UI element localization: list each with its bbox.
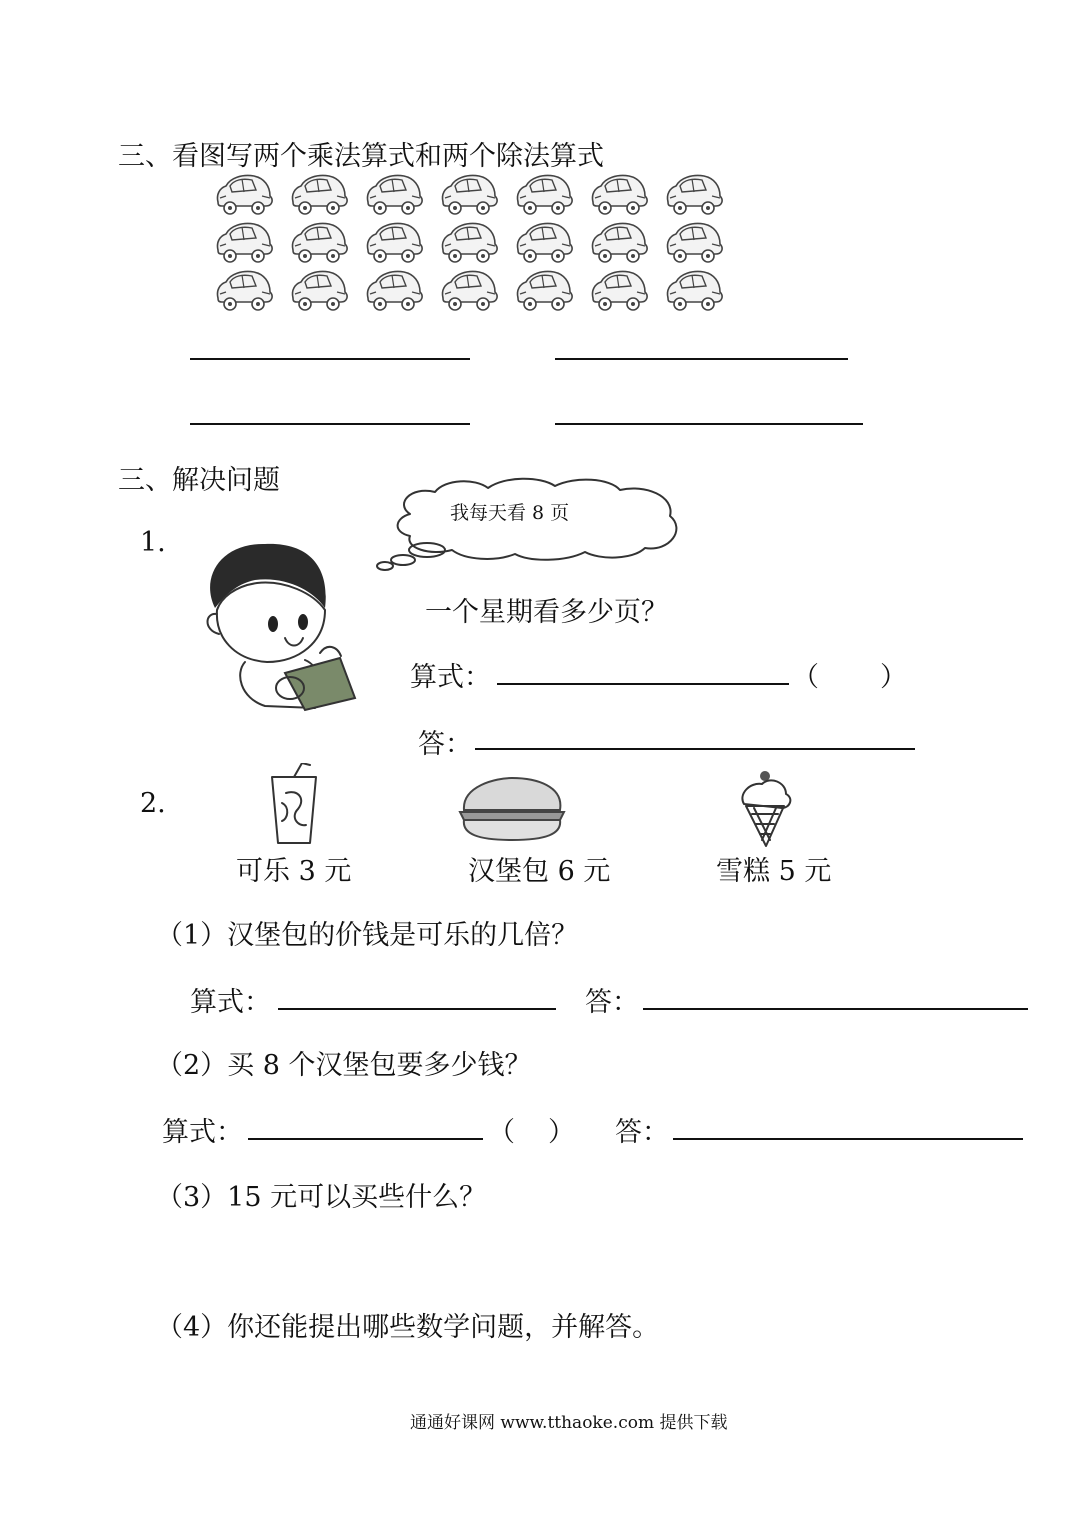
car-icon bbox=[362, 172, 426, 218]
car-icon bbox=[512, 268, 576, 314]
item-label-ice-cream: 雪糕 5 元 bbox=[716, 856, 832, 887]
hamburger-icon bbox=[456, 776, 568, 842]
section-title-multiplication: 三、看图写两个乘法算式和两个除法算式 bbox=[118, 141, 604, 172]
answer-line-4[interactable] bbox=[555, 423, 863, 425]
car-icon bbox=[362, 220, 426, 266]
car-icon bbox=[437, 268, 501, 314]
car-icon bbox=[587, 172, 651, 218]
unit-paren-close-q1: ） bbox=[880, 662, 907, 693]
car-icon bbox=[512, 220, 576, 266]
answer-line-3[interactable] bbox=[190, 423, 470, 425]
car-icon bbox=[287, 220, 351, 266]
thought-bubble bbox=[370, 474, 690, 574]
answer-line-2[interactable] bbox=[555, 358, 848, 360]
formula-label-q1: 算式： bbox=[410, 662, 491, 693]
cola-illustration bbox=[268, 763, 320, 847]
sub-question-2: （2）买 8 个汉堡包要多少钱？ bbox=[156, 1050, 532, 1081]
hamburger-illustration bbox=[456, 776, 568, 842]
child-reading-icon bbox=[195, 538, 365, 713]
sub-question-1: （1）汉堡包的价钱是可乐的几倍？ bbox=[156, 920, 579, 951]
car-icon bbox=[437, 220, 501, 266]
car-icon bbox=[287, 172, 351, 218]
item-label-hamburger: 汉堡包 6 元 bbox=[468, 856, 611, 887]
car-icon bbox=[437, 172, 501, 218]
car-icon bbox=[662, 268, 726, 314]
cola-cup-icon bbox=[268, 763, 320, 847]
car-icon bbox=[212, 268, 276, 314]
car-icon bbox=[512, 172, 576, 218]
car-icon bbox=[212, 172, 276, 218]
sub-question-3: （3）15 元可以买些什么？ bbox=[156, 1182, 487, 1213]
answer-line-sub2[interactable] bbox=[673, 1138, 1023, 1140]
formula-line-q1[interactable] bbox=[497, 683, 789, 685]
car-icon bbox=[212, 220, 276, 266]
car-icon bbox=[287, 268, 351, 314]
section-title-problems: 三、解决问题 bbox=[118, 465, 280, 496]
formula-label-sub1: 算式： bbox=[190, 987, 271, 1018]
bubble-text: 我每天看 8 页 bbox=[450, 502, 570, 524]
sub-question-4: （4）你还能提出哪些数学问题，并解答。 bbox=[156, 1312, 660, 1343]
item-label-cola: 可乐 3 元 bbox=[236, 856, 352, 887]
car-icon bbox=[362, 268, 426, 314]
footer-text: 通通好课网 www.tthaoke.com 提供下载 bbox=[410, 1413, 728, 1433]
car-icon bbox=[662, 220, 726, 266]
answer-label-sub1: 答： bbox=[585, 987, 639, 1018]
formula-label-sub2: 算式： bbox=[162, 1117, 243, 1148]
answer-line-1[interactable] bbox=[190, 358, 470, 360]
question-number-2: 2. bbox=[140, 788, 166, 819]
unit-paren-open-q1: （ bbox=[792, 662, 819, 693]
car-icon bbox=[587, 268, 651, 314]
unit-paren-open-sub2: （ bbox=[488, 1117, 515, 1148]
answer-line-q1[interactable] bbox=[475, 748, 915, 750]
formula-line-sub2[interactable] bbox=[248, 1138, 483, 1140]
answer-label-sub2: 答： bbox=[615, 1117, 669, 1148]
answer-label-q1: 答： bbox=[418, 729, 472, 760]
ice-cream-icon bbox=[736, 770, 794, 848]
child-reading-illustration bbox=[195, 538, 365, 713]
question-number-1: 1. bbox=[140, 527, 166, 558]
unit-paren-close-sub2: ） bbox=[548, 1117, 575, 1148]
ice-cream-illustration bbox=[736, 770, 794, 848]
car-icon bbox=[587, 220, 651, 266]
formula-line-sub1[interactable] bbox=[278, 1008, 556, 1010]
answer-line-sub1[interactable] bbox=[643, 1008, 1028, 1010]
question-1-text: 一个星期看多少页？ bbox=[425, 597, 668, 628]
car-icon bbox=[662, 172, 726, 218]
